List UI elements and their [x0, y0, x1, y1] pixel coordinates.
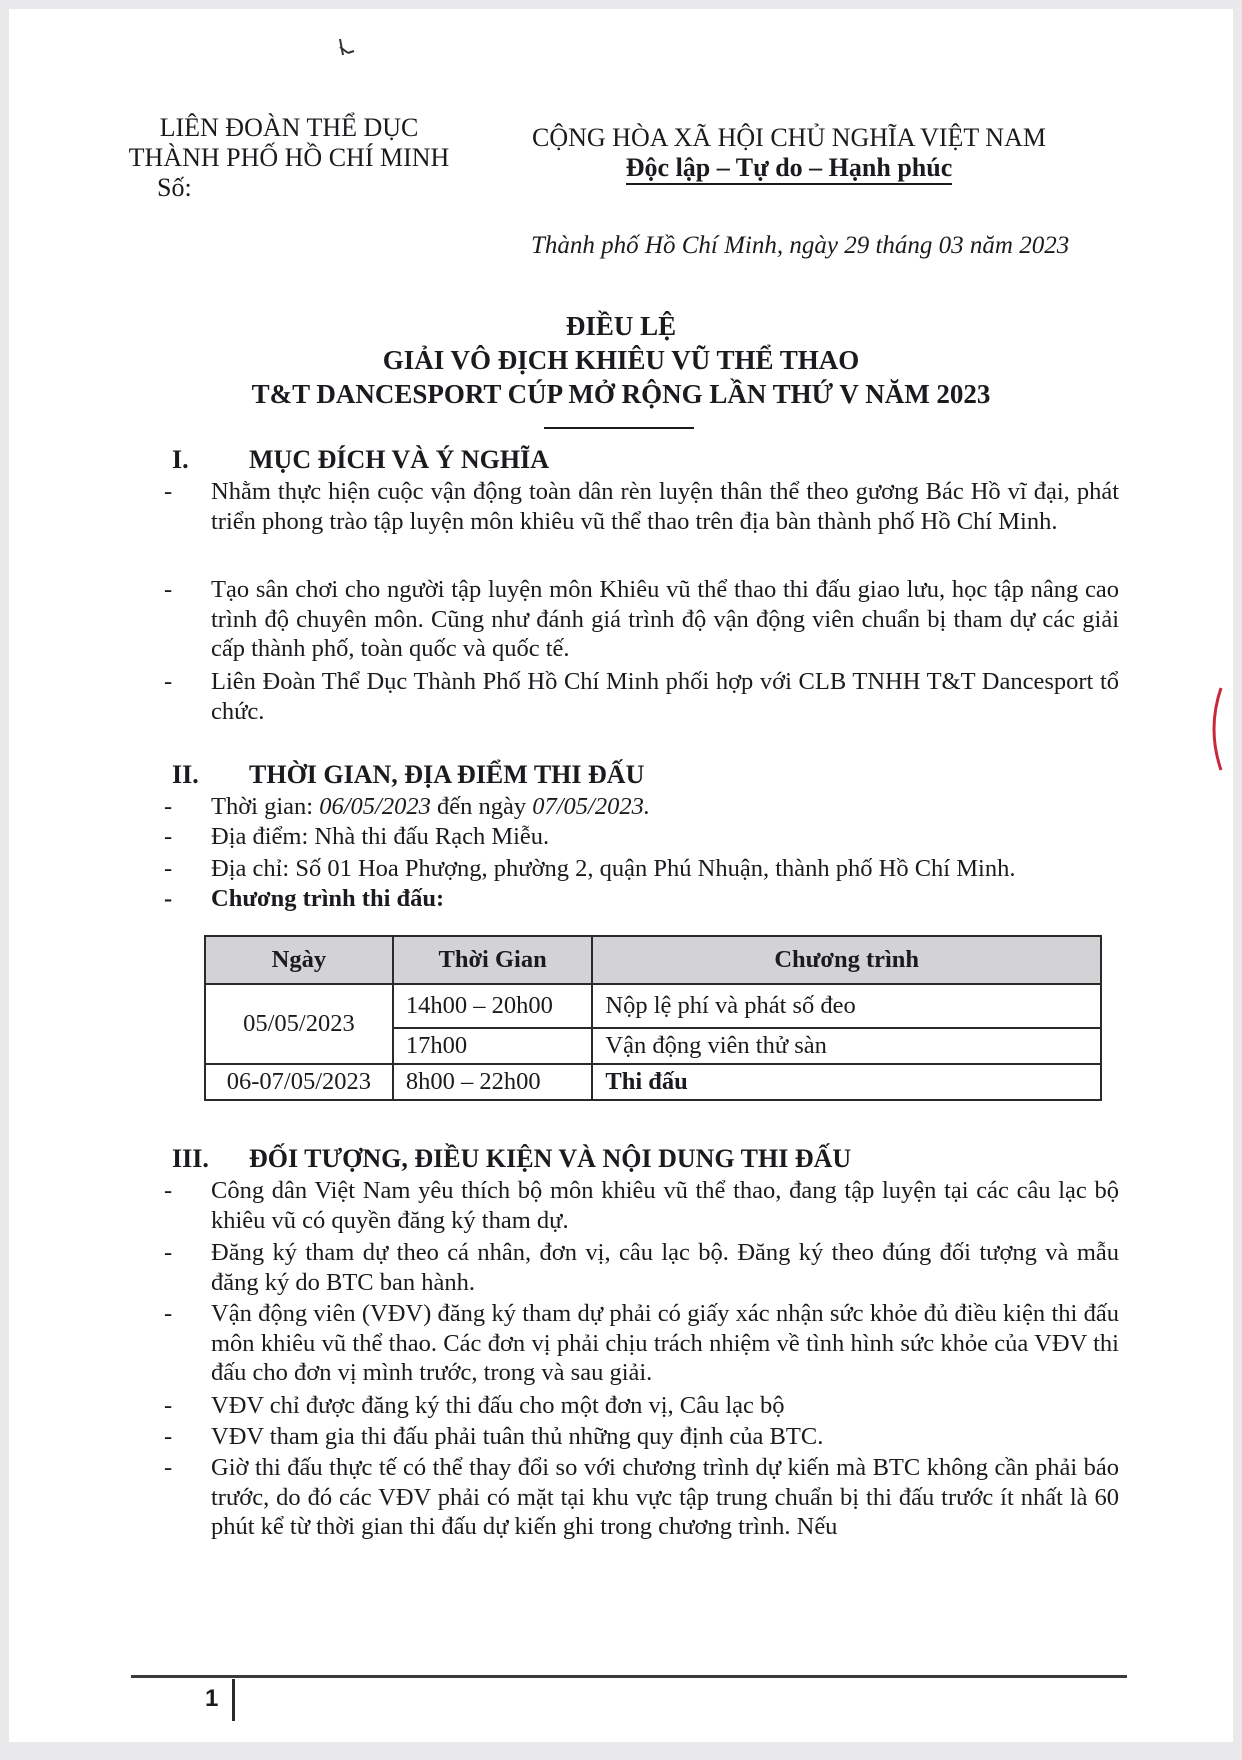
table-row: [205, 1064, 1101, 1100]
section-1-number: I.: [172, 445, 189, 474]
bullet-dash: -: [164, 1392, 173, 1419]
section-3-heading: [172, 1144, 1072, 1176]
bullet-dash: -: [164, 1423, 173, 1450]
cell-time: 14h00 – 20h00: [393, 984, 593, 1028]
title-line-1: ĐIỀU LỆ: [565, 311, 677, 341]
title-line-3: T&T DANCESPORT CÚP MỞ RỘNG LẦN THỨ V NĂM 2023: [251, 379, 991, 409]
stamp-edge-icon: [1205, 684, 1225, 774]
page-number-text: 1: [205, 1685, 219, 1712]
cell-day: 06-07/05/2023: [205, 1064, 393, 1100]
footer-rule: [131, 1675, 1127, 1678]
list-item-text: [211, 792, 1119, 822]
cell-program: Vận động viên thử sàn: [592, 1028, 1101, 1064]
motto: [519, 153, 1059, 183]
list-item-text: Tạo sân chơi cho người tập luyện môn Khiêu vũ thể thao thi đấu giao lưu, học tập nâng cao trình độ chuyên môn. Cũng như đánh giá trình độ vận động viên chuẩn bị tham dự các giải cấp thành phố, toàn quốc và quốc tế.: [211, 576, 1119, 662]
list-item: [164, 1238, 1119, 1298]
list-item-text: Địa điểm: Nhà thi đấu Rạch Miễu.: [211, 823, 550, 850]
cell-day: 05/05/2023: [205, 984, 393, 1064]
section-1-heading: [172, 445, 872, 477]
bullet-dash: -: [164, 576, 173, 603]
section-3-number: III.: [172, 1144, 209, 1173]
list-item: [164, 1422, 1119, 1452]
list-item: [164, 477, 1119, 567]
bullet-dash: -: [164, 1177, 173, 1204]
bullet-dash: -: [164, 823, 173, 850]
time-mid: đến ngày: [430, 793, 533, 820]
list-item-text: Đăng ký tham dự theo cá nhân, đơn vị, câu lạc bộ. Đăng ký theo đúng đối tượng và mẫu đăng ký do BTC ban hành.: [211, 1239, 1119, 1296]
list-item: [164, 1176, 1119, 1236]
title-line-2: GIẢI VÔ ĐỊCH KHIÊU VŨ THỂ THAO: [382, 345, 860, 375]
bullet-dash: -: [164, 885, 173, 912]
list-item: [164, 667, 1119, 727]
section-3-title: ĐỐI TƯỢNG, ĐIỀU KIỆN VÀ NỘI DUNG THI ĐẤU: [249, 1144, 852, 1173]
time-label: Thời gian:: [211, 793, 320, 820]
header-program: Chương trình: [592, 936, 1101, 984]
list-item: [164, 1391, 1119, 1421]
bullet-dash: -: [164, 855, 173, 882]
list-item: [164, 1299, 1119, 1389]
bullet-dash: -: [164, 478, 173, 505]
section-2-heading: [172, 760, 872, 792]
bullet-dash: -: [164, 793, 173, 820]
time-end: 07/05/2023.: [532, 793, 650, 820]
org-name: [119, 113, 459, 173]
cell-time: 8h00 – 22h00: [393, 1064, 593, 1100]
list-item-text: Địa chỉ: Số 01 Hoa Phượng, phường 2, quận Phú Nhuận, thành phố Hồ Chí Minh.: [211, 855, 1016, 882]
section-2-number: II.: [172, 760, 199, 789]
org-line-2: THÀNH PHỐ HỒ CHÍ MINH: [128, 143, 450, 172]
date-line: Thành phố Hồ Chí Minh, ngày 29 tháng 03 năm 2023: [531, 232, 1070, 259]
list-item-text: Liên Đoàn Thể Dục Thành Phố Hồ Chí Minh phối hợp với CLB TNHH T&T Dancesport tổ chức.: [211, 668, 1119, 725]
header-time: Thời Gian: [393, 936, 593, 984]
list-item-text: Công dân Việt Nam yêu thích bộ môn khiêu vũ thể thao, đang tập luyện tại các câu lạc bộ khiêu vũ có quyền đăng ký tham dự.: [211, 1177, 1119, 1234]
section-1-title: MỤC ĐÍCH VÀ Ý NGHĨA: [249, 445, 549, 474]
cell-program: Thi đấu: [592, 1064, 1101, 1100]
list-item-venue: [164, 822, 1119, 852]
page-number-divider: [232, 1679, 235, 1721]
bullet-dash: -: [164, 1239, 173, 1266]
table-row: [205, 984, 1101, 1028]
list-item-text: Chương trình thi đấu:: [211, 885, 445, 912]
list-item: [164, 1453, 1119, 1543]
bullet-dash: -: [164, 1454, 173, 1481]
table-header-row: [205, 936, 1101, 984]
doc-number-label: Số:: [157, 173, 192, 202]
list-item-address: [164, 854, 1119, 884]
schedule-table: [204, 935, 1102, 1101]
list-item-text: Giờ thi đấu thực tế có thể thay đổi so với chương trình dự kiến mà BTC không cần phải báo trước, do đó các VĐV phải có mặt tại khu vực tập trung chuẩn bị thi đấu trước ít nhất là 60 phút kể từ thời gian thi đấu dự kiến ghi trong chương trình. Nếu: [211, 1454, 1119, 1540]
cell-program: Nộp lệ phí và phát số đeo: [592, 984, 1101, 1028]
list-item-time: [164, 792, 1119, 822]
list-item-text: VĐV tham gia thi đấu phải tuân thủ những quy định của BTC.: [211, 1423, 824, 1450]
section-2-title: THỜI GIAN, ĐỊA ĐIỂM THI ĐẤU: [249, 760, 645, 789]
list-item-text: Nhằm thực hiện cuộc vận động toàn dân rèn luyện thân thể theo gương Bác Hồ vĩ đại, phát triển phong trào tập luyện môn khiêu vũ thể thao trên địa bàn thành phố Hồ Chí Minh.: [211, 478, 1119, 535]
motto-text: Độc lập – Tự do – Hạnh phúc: [626, 153, 953, 185]
list-item-text: Vận động viên (VĐV) đăng ký tham dự phải có giấy xác nhận sức khỏe đủ điều kiện thi đấu môn khiêu vũ thể thao. Các đơn vị phải chịu trách nhiệm về tình hình sức khỏe của VĐV thi đấu cho đơn vị mình trước, trong và sau giải.: [211, 1300, 1119, 1386]
list-item-program: [164, 884, 1119, 914]
cell-time: 17h00: [393, 1028, 593, 1064]
bullet-dash: -: [164, 668, 173, 695]
handwritten-mark-icon: [334, 35, 364, 65]
header-day: Ngày: [205, 936, 393, 984]
country-name: CỘNG HÒA XÃ HỘI CHỦ NGHĨA VIỆT NAM: [532, 123, 1046, 152]
page-number: [205, 1685, 218, 1713]
document-page: [9, 9, 1233, 1742]
list-item-text: VĐV chỉ được đăng ký thi đấu cho một đơn vị, Câu lạc bộ: [211, 1392, 785, 1419]
list-item: [164, 575, 1119, 665]
org-line-1: LIÊN ĐOÀN THỂ DỤC: [159, 113, 419, 142]
bullet-dash: -: [164, 1300, 173, 1327]
title-underline: [544, 427, 694, 429]
time-start: 06/05/2023: [319, 793, 431, 820]
